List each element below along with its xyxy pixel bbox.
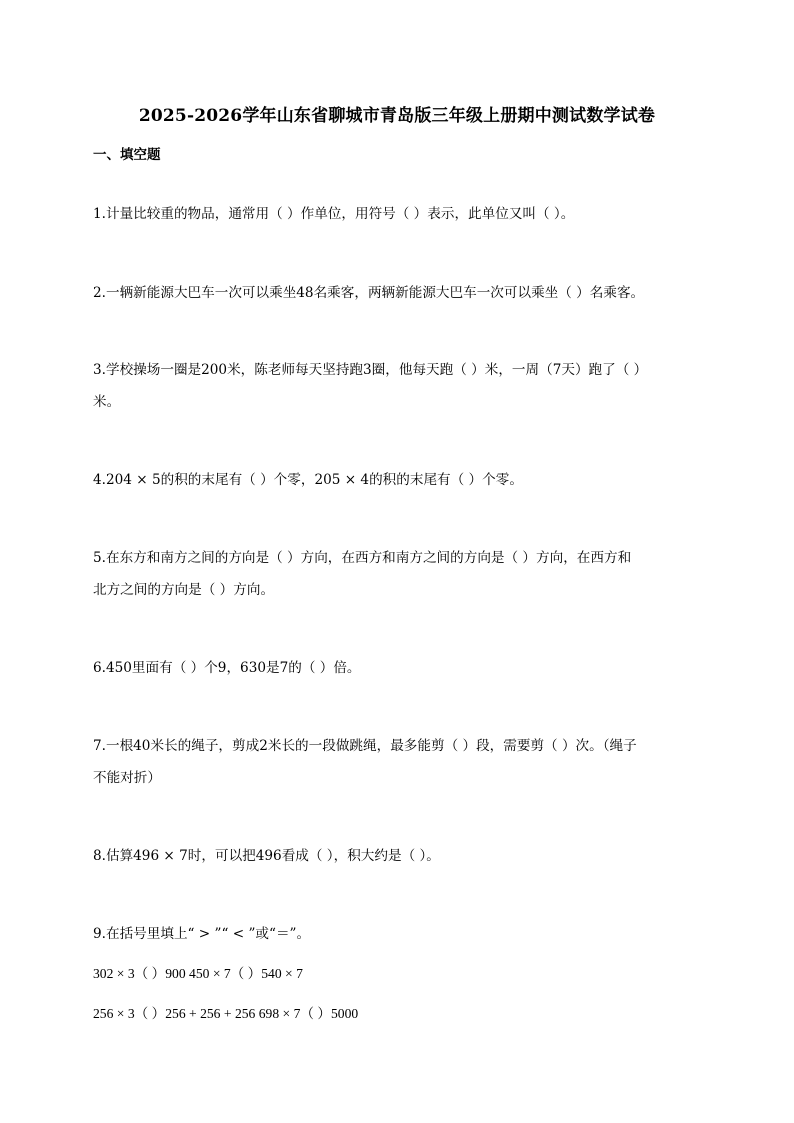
question-6 <box>93 654 703 682</box>
question-7 <box>93 732 703 792</box>
question-line: 6.450里面有（ ）个9，630是7的（ ）倍。 <box>93 660 361 676</box>
question-line: 5.在东方和南方之间的方向是（ ）方向，在西方和南方之间的方向是（ ）方向，在西方和 <box>93 550 632 566</box>
comparison-row: 256 × 3（ ）256 + 256 + 256 698 × 7（ ）5000 <box>93 1006 359 1021</box>
question-line: 3.学校操场一圈是200米，陈老师每天坚持跑3圈，他每天跑（ ）米，一周（7天）跑了（ ） <box>93 362 648 378</box>
question-line: 米。 <box>93 394 121 410</box>
question-5 <box>93 544 703 604</box>
question-1 <box>93 200 703 228</box>
question-line: 7.一根40米长的绳子，剪成2米长的一段做跳绳，最多能剪（ ）段，需要剪（ ）次。（绳子 <box>93 738 637 754</box>
question-line: 8.估算496 × 7时，可以把496看成（ ），积大约是（ ）。 <box>93 848 440 864</box>
question-line: 1.计量比较重的物品，通常用（ ）作单位，用符号（ ）表示，此单位又叫（ ）。 <box>93 206 575 222</box>
question-line: 北方之间的方向是（ ）方向。 <box>93 582 275 598</box>
question-line: 2.一辆新能源大巴车一次可以乘坐48名乘客，两辆新能源大巴车一次可以乘坐（ ）名乘客。 <box>93 285 645 301</box>
question-line: 不能对折） <box>93 770 161 786</box>
document-title: 2025-2026学年山东省聊城市青岛版三年级上册期中测试数学试卷 <box>138 106 656 126</box>
question-3 <box>93 356 703 416</box>
question-9 <box>93 920 703 1028</box>
question-8 <box>93 842 703 870</box>
section-heading: 一、填空题 <box>93 147 161 163</box>
comparison-row: 302 × 3（ ）900 450 × 7（ ）540 × 7 <box>93 966 303 981</box>
question-line: 4.204 × 5的积的末尾有（ ）个零，205 × 4的积的末尾有（ ）个零。 <box>93 472 523 488</box>
question-line: 9.在括号里填上“ > ”“ < ”或“＝”。 <box>93 926 311 942</box>
question-4 <box>93 466 703 494</box>
question-2 <box>93 279 703 307</box>
